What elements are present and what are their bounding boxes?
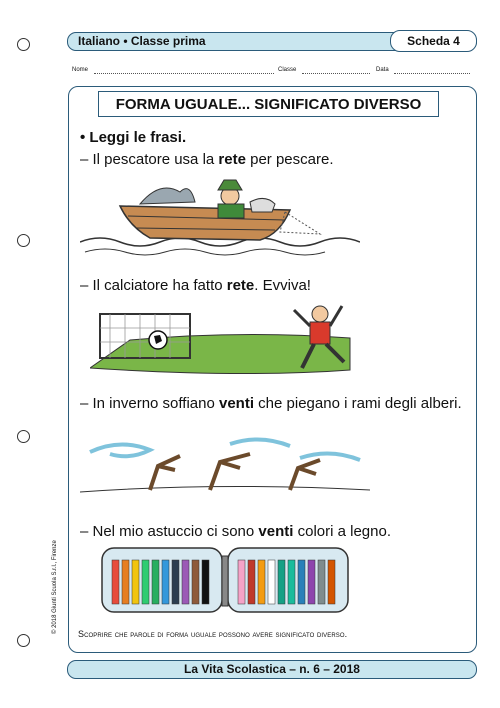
sentence-2: – Il calciatore ha fatto rete. Evviva! (80, 277, 311, 294)
footer-band: La Vita Scolastica – n. 6 – 2018 (67, 660, 477, 679)
date-line[interactable] (394, 73, 470, 74)
learning-goal-note: Scoprire che parole di forma uguale possono avere significato diverso. (78, 629, 348, 639)
name-label: Nome (72, 67, 89, 73)
copyright-notice: © 2018 Giunti Scuola S.r.l., Firenze (52, 540, 58, 634)
class-label: Classe (278, 67, 297, 73)
fisherman-boat-illustration (80, 172, 360, 262)
binder-hole (17, 430, 30, 443)
binder-hole (17, 234, 30, 247)
sentence-1: – Il pescatore usa la rete per pescare. (80, 151, 334, 168)
pencil-case-illustration (100, 546, 350, 616)
sentence-4: – Nel mio astuccio ci sono venti colori a legno. (80, 523, 391, 540)
binder-hole (17, 634, 30, 647)
windy-trees-illustration (80, 434, 370, 504)
footballer-goal-illustration (90, 300, 360, 380)
page-title: FORMA UGUALE... SIGNIFICATO DIVERSO (98, 91, 439, 117)
sentence-3: – In inverno soffiano venti che piegano i rami degli alberi. (80, 395, 462, 412)
instruction: • Leggi le frasi. (80, 129, 187, 146)
subject-label: Italiano • Classe prima (78, 34, 206, 48)
name-line[interactable] (94, 73, 274, 74)
class-line[interactable] (302, 73, 370, 74)
sheet-number: Scheda 4 (390, 30, 477, 52)
binder-hole (17, 38, 30, 51)
date-label: Data (376, 67, 389, 73)
